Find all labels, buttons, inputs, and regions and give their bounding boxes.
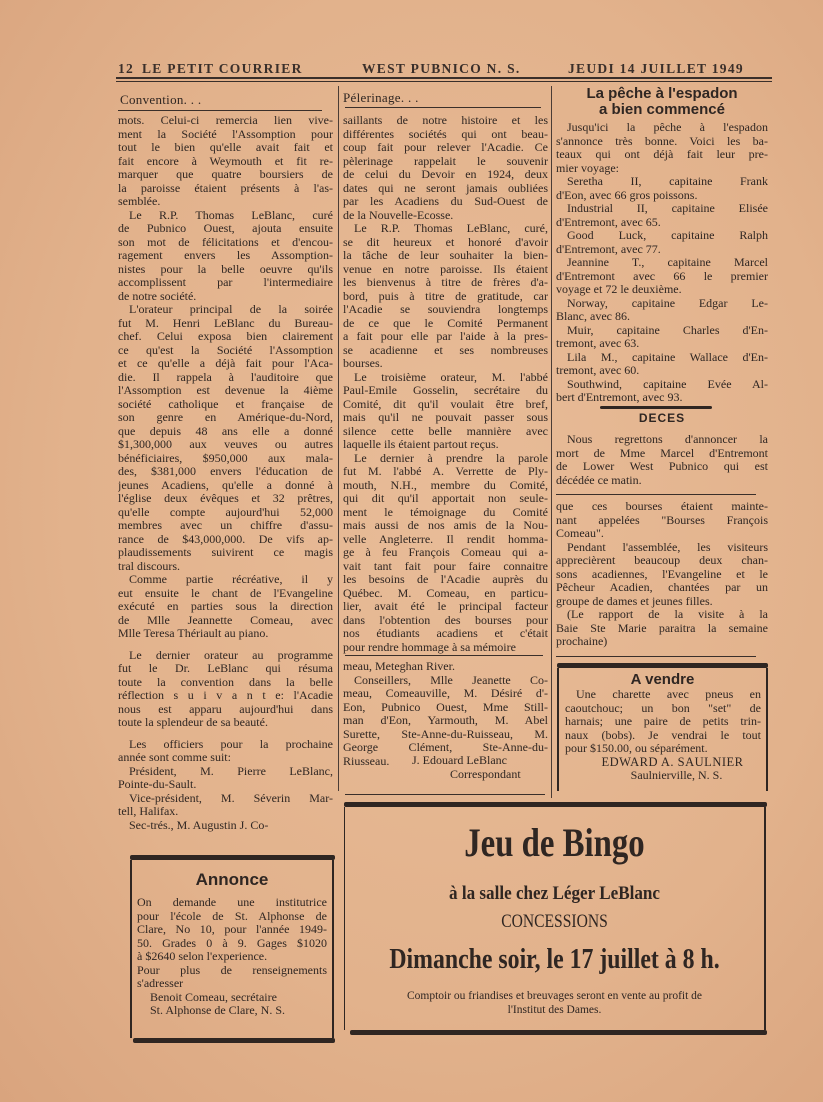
text-line: Les officiers pour la prochaine [129,737,333,751]
section-rule [600,406,712,409]
text-line: l'église deux évêques et 32 prêtres, [118,492,333,505]
paragraph [343,660,548,674]
text-line: fait encore à Weymouth et fit re- [118,154,333,168]
text-line: harnais; une paire de petits trin- [565,715,761,728]
text-line: accomplissent par l'intermediaire [118,276,333,289]
bingo-note: l'Institut des Dames. [507,1004,602,1016]
text-line: pour rendre hommage à sa mémoire [343,640,516,654]
text-line: qu'elle compte aujourd'hui 52,000 [118,505,333,519]
bingo-date-time: Dimanche soir, le 17 juillet à 8 h. [389,944,720,975]
paragraph [118,765,333,792]
paragraph [556,175,768,202]
text-line: Comeau". [556,527,604,540]
title-line: a bien commencé [599,101,725,118]
paragraph [556,433,768,487]
ad-body [137,896,327,991]
ad-body [565,688,761,756]
text-line: ce qu'est la Société l'Assomption [118,343,333,357]
text-line: Le dernier orateur au programme [129,648,333,662]
ad-signature-name: EDWARD A. SAULNIER [601,754,744,769]
text-line: Paul-Emile Gosselin, secrétaire du [343,384,548,397]
ad-annonce [130,860,334,1038]
text-line: Muir, capitaine Charles d'En- [567,323,768,337]
text-line: tell, Halifax. [118,805,179,818]
text-line: bord, puis à titre de gratitude, car [343,289,548,303]
text-line: différentes sociétés qui ont beau- [343,127,548,141]
paragraph [556,378,768,405]
text-line: Comme partie récréative, il y [129,573,333,586]
bingo-concessions: CONCESSIONS [501,911,608,932]
text-line: vait tant fait pour faire connaitre [343,559,548,573]
masthead-rule [116,81,772,82]
text-line: pour l'école de St. Alphonse de [137,909,327,923]
text-line: toute la splendeur de sa beauté. [118,716,268,729]
bingo-title: Jeu de Bingo [464,820,645,865]
text-line: Comité, dit qu'il voulait être bref, [343,397,548,411]
text-line: à $2640 selon l'experience. [137,950,268,963]
text-line: caoutchouc; un bon "set" de [565,701,761,715]
text-line: Vice-président, M. Séverin Mar- [129,791,333,805]
paragraph [343,114,548,222]
text-line: d'Eon, avec 66 gros poissons. [556,188,698,202]
text-line: mort de Mme Marcel d'Entremont [556,446,768,460]
article-kicker-convention: Convention. . . [120,92,202,107]
box-rule [133,1038,335,1043]
text-line: Pêcheur Acadien, chantées par un [556,581,768,594]
text-line: nos étudiants acadiens et c'était [343,627,548,640]
text-line: que depuis 48 ans elle a donné [118,424,333,438]
title-line: La pêche à l'espadon [586,85,738,102]
bingo-venue: à la salle chez Léger LeBlanc [448,883,661,904]
text-line: semblée. [118,195,161,208]
text-line: de ce que le Comité Permanent [343,316,548,330]
text-line: Clare, No 10, pour l'année 1949- [137,923,327,936]
text-line: de la Nouvelle-Ecosse. [343,208,454,222]
paragraph [556,229,768,256]
signature-name: J. Edouard LeBlanc [412,753,507,767]
text-line: dates qui ne seront jamais oubliées [343,181,548,195]
article-pelerinage-continuation [556,500,768,649]
paragraph [556,256,768,297]
article-title-deces: DECES [638,411,686,425]
text-line: Riusseau. [343,754,390,768]
text-line: de Pubnico Ouest, ajouta ensuite [118,222,333,235]
text-line: Norway, capitaine Edgar Le- [567,296,768,310]
text-line: Pendant l'assemblée, les visiteurs [567,540,768,554]
column-divider [338,86,339,791]
text-line: par les Acadiens du Sud-Ouest de [343,195,548,208]
text-line: que ces bourses étaient mainte- [556,500,768,513]
text-line: les besoins de l'Acadie auprès du [343,573,548,586]
text-line: Lila M., capitaine Wallace d'En- [567,350,768,364]
text-line: Québec. M. Comeau, en particu- [343,586,548,600]
ad-a-vendre [557,668,768,791]
section-rule [556,494,756,495]
text-line: de notre société. [118,289,197,303]
text-line: réflection s u i v a n t e: l'Acadie [118,689,333,702]
text-line: mier voyage: [556,161,619,175]
text-line: saillants de notre histoire et les [343,114,548,127]
paragraph [565,688,761,756]
text-line: L'orateur principal de la soirée [129,303,333,316]
text-line: mais qu'il ne pouvait passer sous [343,411,548,424]
signature-title: Correspondant [450,767,521,781]
text-line: plaudissements suivirent ce magis [118,546,333,559]
text-line: fut M. l'abbé A. Verrette de Ply- [343,465,548,478]
text-line: voyage et 72 le deuxième. [556,283,682,296]
text-line: velle Angleterre. Il rendit homma- [343,532,548,546]
paragraph [137,896,327,964]
text-line: $1,300,000 aux veuves ou autres [118,438,333,451]
text-line: des, $381,000 envers l'éducation de [118,465,333,478]
paragraph [556,541,768,609]
ad-signature-place: St. Alphonse de Clare, N. S. [150,1003,285,1017]
text-line: membres avec un chiffre d'assu- [118,519,333,532]
text-line: Le R.P. Thomas LeBlanc, curé, [354,222,548,235]
text-line: société catholique et française de [118,397,333,411]
text-line: silence cette belle mannière avec [343,424,548,438]
text-line: et ce qu'elle a déjà fait pour l'Aca- [118,357,333,370]
text-line: qui dit qu'il apportait non seule- [343,492,548,505]
paragraph [118,573,333,641]
article-pelerinage-body [343,114,548,654]
article-deces-body [556,433,768,487]
text-line: pèlerinage rappelait le souvenir [343,154,548,168]
paragraph [118,819,333,833]
text-line: teaux qui ont déjà fait leur pre- [556,148,768,161]
text-line: son mot de félicitations et d'encou- [118,235,333,249]
text-line: Nous regrettons d'annoncer la [567,433,768,446]
text-line: Le dernier à prendre la parole [354,451,548,465]
text-line: tout le bien qu'elle avait fait et [118,141,333,154]
text-line: son genre en Amérique-du-Nord, [118,411,333,424]
text-line: de celui du Devoir en 1924, deux [343,168,548,181]
text-line: naux (bobs). Je vendrai le tout [565,728,761,742]
text-line: Blanc, avec 86. [556,310,630,323]
text-line: bénéficiaires, $950,000 aux mala- [118,451,333,465]
paragraph [556,202,768,229]
paragraph [137,964,327,991]
ad-title: A vendre [630,671,695,688]
paragraph [118,649,333,730]
ad-signature-name: Benoit Comeau, secrétaire [150,989,277,1004]
section-rule [556,656,756,657]
text-line: Southwind, capitaine Evée Al- [567,377,768,391]
text-line: Good Luck, capitaine Ralph [567,229,768,242]
text-line: l'Assomption est devenue la 4ième [118,384,333,397]
text-line: tral discours. [118,559,180,573]
text-line: lier, avait été le principal facteur [343,600,548,613]
ad-signature-place: Saulnierville, N. S. [630,768,723,782]
text-line: ragement envers les Assomption- [118,249,333,262]
text-line: bert d'Entremont, avec 93. [556,391,683,404]
text-line: tremont, avec 63. [556,337,640,350]
paragraph [118,209,333,304]
text-line: toute la convention dans la belle [118,675,333,689]
text-line: ment le témoignage du Comité [343,505,548,519]
text-line: d'Entremont avec 66 le premier [556,269,768,283]
text-line: eut ensuite le chant de l'Evangeline [118,586,333,600]
text-line: de Mlle Jeannette Comeau, avec [118,613,333,627]
text-line: Seretha II, capitaine Frank [567,175,768,188]
text-line: venue en notre paroisse. Ils étaient [343,262,548,276]
text-line: marquer que quatre boursiers de [118,168,333,181]
text-line: Pointe-du-Sault. [118,778,197,791]
article-convention-body [118,114,333,832]
text-line: Jusqu'ici la pêche à l'espadon [567,121,768,134]
kicker-rule [118,110,322,111]
issue-date: JEUDI 14 JUILLET 1949 [568,61,744,76]
text-line: Une charette avec pneus en [576,688,761,701]
text-line: apprecièrent beaucoup deux chan- [556,554,768,567]
kicker-rule [345,107,541,108]
text-line: (Le rapport de la visite à la [567,608,768,621]
text-line: les bienvenus à titre de frères d'a- [343,276,548,289]
text-line: de Lower West Pubnico qui est [556,460,768,473]
paragraph [118,792,333,819]
ad-title: Annonce [195,870,269,889]
text-line: dans l'obtention des bourses pour [343,613,548,627]
text-line: tremont, avec 60. [556,364,640,377]
article-kicker-pelerinage: Pélerinage. . . [343,90,419,105]
text-line: groupe de dames et jeunes filles. [556,594,713,608]
text-line: bourses. [343,357,383,370]
article-convention-continuation [343,660,548,768]
page-number: 12 [118,61,135,76]
text-line: s'annonce très bonne. Voici les ba- [556,134,768,148]
text-line: Conseillers, Mlle Jeanette Co- [354,673,548,687]
paragraph [343,371,548,452]
text-line: décédée ce matin. [556,473,642,487]
text-line: mots. Celui-ci remercia lien vive- [118,114,333,127]
text-line: s'adresser [137,977,184,990]
text-line: ge à feu François Comeau qui a- [343,546,548,559]
paragraph [556,500,768,541]
newspaper-location: WEST PUBNICO N. S. [362,61,521,76]
box-rule [350,1030,767,1035]
ad-bingo [344,807,766,1030]
bingo-note: Comptoir ou friandises et breuvages seront en vente au profit de [406,990,703,1002]
text-line: Le troisième orateur, M. l'abbé [354,370,548,384]
text-line: prochaine) [556,635,608,648]
text-line: Baie Ste Marie paraitra la semaine [556,621,768,635]
paragraph [118,738,333,765]
text-line: meau, Comeauville, M. Désiré d'- [343,687,548,700]
text-line: Mlle Teresa Thériault au piano. [118,627,269,640]
paragraph [118,114,333,209]
text-line: fut M. Henri LeBlanc du Bureau- [118,316,333,330]
text-line: mais aussi de nos amis de la Nou- [343,519,548,532]
text-line: George Clément, Ste-Anne-du- [343,741,548,754]
text-line: On demande une institutrice [137,896,327,909]
text-line: nant appelées "Bourses François [556,513,768,527]
text-line: la tâche de leur souhaiter la bien- [343,249,548,262]
paragraph [118,303,333,573]
text-line: jeunes Acadiens, qu'elle a donné à [118,478,333,492]
text-line: rance de $43,000,000. De vifs ap- [118,532,333,546]
text-line: Jeannine T., capitaine Marcel [567,256,768,269]
text-line: d'Entremont, avec 65. [556,215,661,229]
text-line: l'Acadie se souviendra longtemps [343,303,548,316]
text-line: die. Il rappela à l'auditoire que [118,370,333,384]
article-espadon-body [556,121,768,405]
masthead-rule [116,77,772,79]
text-line: se dit heureux et honoré d'avoir [343,235,548,249]
text-line: a fait pour elle par l'aide à la pres- [343,330,548,343]
text-line: se acadienne et ses nombreuses [343,343,548,357]
text-line: sons acadiennes, l'Evangeline et le [556,567,768,581]
text-line: la paroisse étaient présents à l'as- [118,181,333,195]
text-line: man d'Eon, Yarmouth, M. Abel [343,714,548,727]
text-line: Le R.P. Thomas LeBlanc, curé [129,208,333,222]
text-line: Pour plus de renseignements [137,963,327,977]
text-line: coup fait pour relever l'Acadie. Ce [343,141,548,154]
text-line: mouth, N.H., membre du Comité, [343,478,548,492]
text-line: ment la Société l'Assomption pour [118,127,333,141]
section-rule [345,794,545,795]
newspaper-name: LE PETIT COURRIER [142,61,303,76]
text-line: d'Entremont, avec 77. [556,242,661,256]
text-line: Industrial II, capitaine Elisée [567,202,768,215]
paragraph [556,324,768,351]
text-line: fut le Dr. LeBlanc qui résuma [118,662,333,675]
paragraph [556,351,768,378]
column-divider [551,86,552,798]
text-line: laquelle ils étaient partout reçus. [343,438,499,451]
text-line: pour $150.00, ou séparément. [565,742,708,755]
text-line: meau, Meteghan River. [343,660,455,673]
paragraph [556,121,768,175]
text-line: exécuté en parties sous la direction [118,600,333,613]
text-line: Eon, Pubnico Ouest, Mme Still- [343,700,548,714]
paragraph [556,297,768,324]
text-line: Président, M. Pierre LeBlanc, [129,764,333,778]
text-line: Surette, Ste-Anne-du-Ruisseau, M. [343,727,548,741]
text-line: chef. Celui exposa bien clairement [118,330,333,343]
paragraph [343,452,548,655]
article-title-espadon [556,86,768,118]
paragraph [556,608,768,649]
text-line: année sont comme suit: [118,751,231,764]
text-line: 50. Grades 0 à 9. Gages $1020 [137,936,327,950]
paragraph [343,222,548,371]
text-line: Sec-trés., M. Augustin J. Co- [129,818,269,832]
section-rule [345,655,543,656]
text-line: nistes pour la belle oeuvre qu'ils [118,262,333,276]
text-line: nous est apparu aujourd'hui dans [118,702,333,716]
